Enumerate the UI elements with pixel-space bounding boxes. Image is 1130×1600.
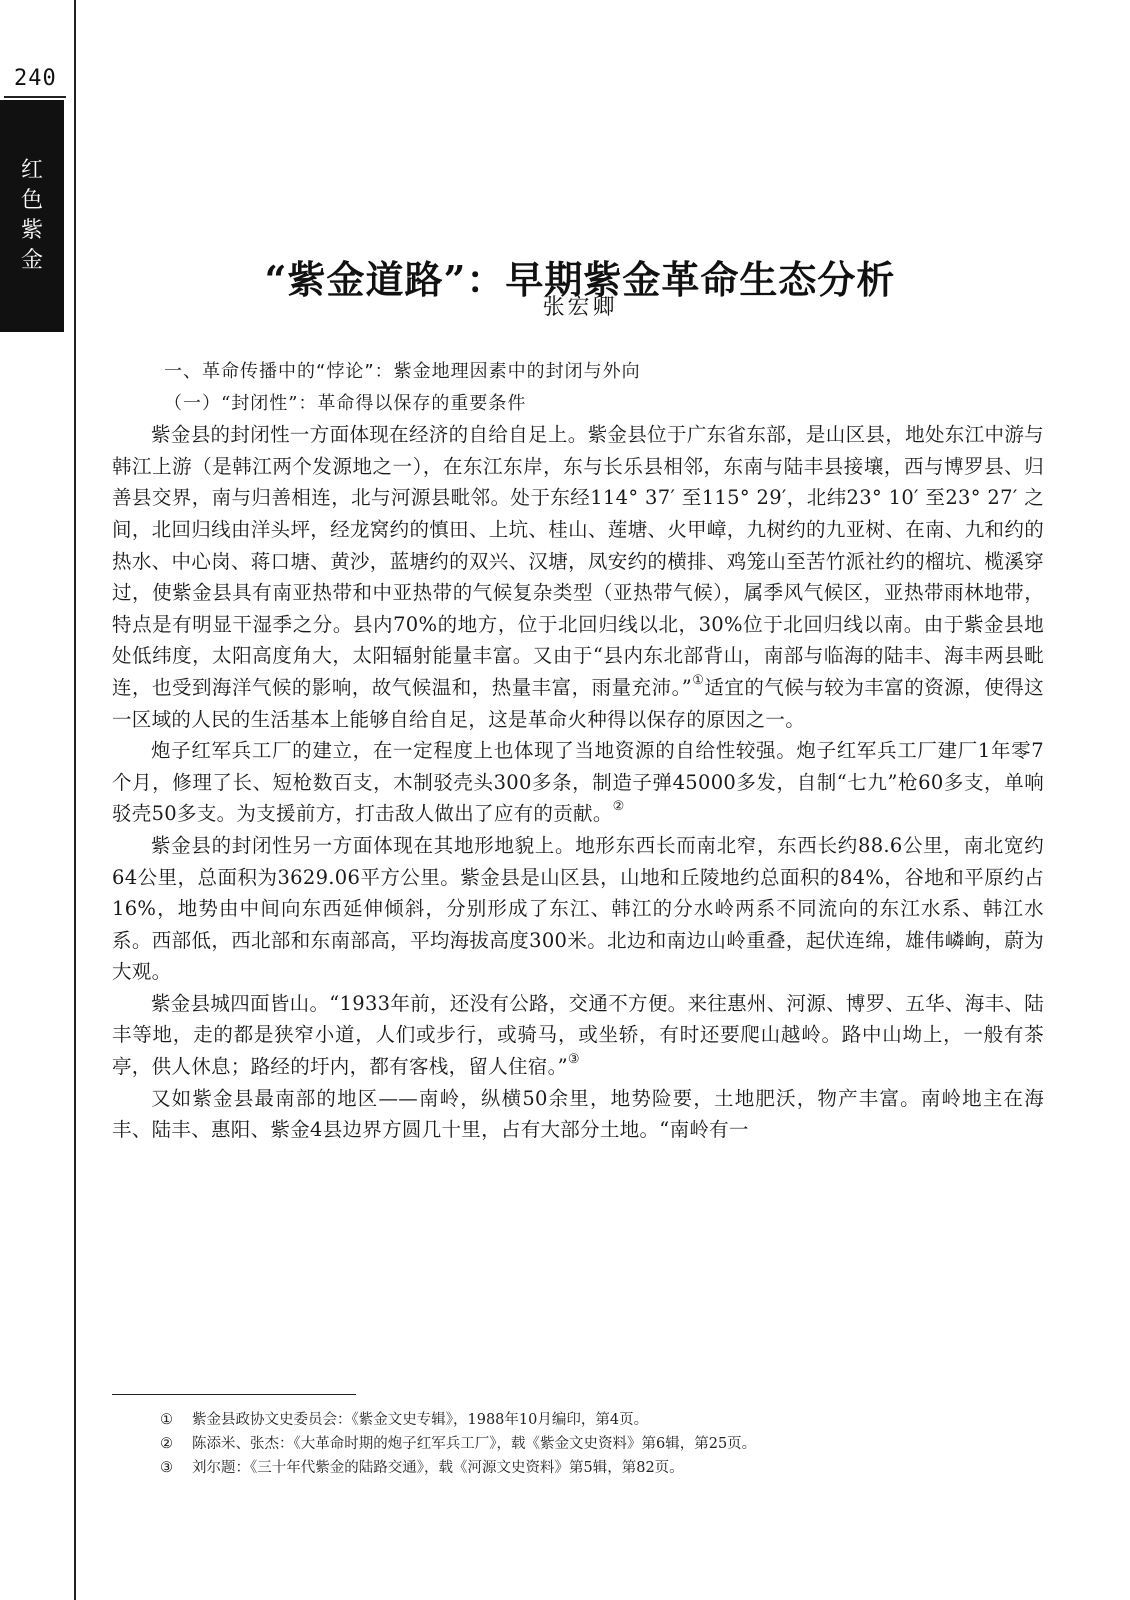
footnote-mark: ① [160,1412,173,1428]
footnote [160,1408,1020,1432]
side-tab [0,100,64,332]
margin-rule [74,0,76,1600]
article-body [112,356,1044,1146]
side-tab-char: 色 [20,188,43,213]
page-number-rule [4,96,66,98]
paragraph [112,1083,1044,1146]
footnote-text: 紫金县政协文史委员会：《紫金文史专辑》，1988年10月编印，第4页。 [192,1412,649,1428]
paragraph [112,830,1044,988]
footnotes [160,1408,1020,1480]
side-tab-char: 金 [20,248,43,273]
paragraph [112,419,1044,735]
paragraph-text: 适宜的气候与较为丰富的资源，使得这一区域的人民的生活基本上能够自给自足，这是革命火种得以保存的原因之一。 [112,675,1044,731]
footnote [160,1432,1020,1456]
footnote-text: 刘尔题：《三十年代紫金的陆路交通》，载《河源文史资料》第5辑，第82页。 [192,1460,684,1476]
footnote-text: 陈添米、张杰：《大革命时期的炮子红军兵工厂》，载《紫金文史资料》第6辑，第25页。 [192,1436,757,1452]
paragraph [112,988,1044,1083]
paragraph-text: 紫金县的封闭性另一方面体现在其地形地貌上。地形东西长而南北窄，东西长约88.6公里，南北宽约64公里，总面积为3629.06平方公里。紫金县是山区县，山地和丘陵地约总面积的84%，谷地和平原约占16%，地势由中间向东西延伸倾斜，分别形成了东江、韩江的分水岭两系不同流向的东江水系、韩江水系。西部低，西北部和东南部高，平均海拔高度300米。北边和南边山岭重叠，起伏连绵，雄伟嶙峋，蔚为大观。 [112,833,1044,984]
paragraph-text: 又如紫金县最南部的地区——南岭，纵横50余里，地势险要，土地肥沃，物产丰富。南岭地主在海丰、陆丰、惠阳、紫金4县边界方圆几十里，占有大部分土地。“南岭有一 [112,1086,1044,1142]
paragraph-text: 紫金县城四面皆山。“1933年前，还没有公路，交通不方便。来往惠州、河源、博罗、五华、海丰、陆丰等地，走的都是狭窄小道，人们或步行，或骑马，或坐轿，有时还要爬山越岭。路中山坳上，一般有茶亭，供人休息；路经的圩内，都有客栈，留人住宿。” [112,991,1044,1079]
section-heading: 一、革命传播中的“悖论”：紫金地理因素中的封闭与外向 [164,361,641,382]
footnote-ref: ② [612,799,625,815]
article-title: “紫金道路”：早期紫金革命生态分析 [264,257,896,303]
paragraph [112,735,1044,830]
subsection-heading: （一）“封闭性”：革命得以保存的重要条件 [164,392,527,414]
paragraph-text: 紫金县的封闭性一方面体现在经济的自给自足上。紫金县位于广东省东部，是山区县，地处东江中游与韩江上游（是韩江两个发源地之一），在东江东岸，东与长乐县相邻，东南与陆丰县接壤，西与博罗县、归善县交界，南与归善相连，北与河源县毗邻。处于东经114° 37′ 至115° 29′，北纬23° 10′ 至23° 27′ 之间，北回归线由洋头坪，经龙窝约的慎田、上坑、桂山、莲塘、火甲嶂，九树约的九亚树、在南、九和约的热水、中心岗、蒋口塘、黄沙，蓝塘约的双兴、汉塘，凤安约的横排、鸡笼山至苦竹派社约的榴坑、榄溪穿过，使紫金县具有南亚热带和中亚热带的气候复杂类型（亚热带气候），属季风气候区，亚热带雨林地带，特点是有明显干湿季之分。县内70%的地方，位于北回归线以北，30%位于北回归线以南。由于紫金县地处低纬度，太阳高度角大，太阳辐射能量丰富。又由于“县内东北部背山，南部与临海的陆丰、海丰两县毗连，也受到海洋气候的影响，故气候温和，热量丰富，雨量充沛。” [112,423,1044,699]
side-tab-char: 紫 [20,218,43,243]
footnote-ref: ③ [567,1052,580,1068]
author: 张宏卿 [542,295,618,320]
footnote-ref: ① [692,672,705,688]
footnote-rule [112,1394,356,1395]
footnote-mark: ② [160,1436,173,1452]
paragraph-text: 炮子红军兵工厂的建立，在一定程度上也体现了当地资源的自给性较强。炮子红军兵工厂建厂1年零7个月，修理了长、短枪数百支，木制驳壳头300多条，制造子弹45000多发，自制“七九”枪60多支，单响驳壳50多支。为支援前方，打击敌人做出了应有的贡献。 [112,739,1044,826]
footnote [160,1456,1020,1480]
side-tab-char: 红 [20,158,43,183]
page-number: 240 [14,66,57,91]
footnote-mark: ③ [160,1460,173,1476]
